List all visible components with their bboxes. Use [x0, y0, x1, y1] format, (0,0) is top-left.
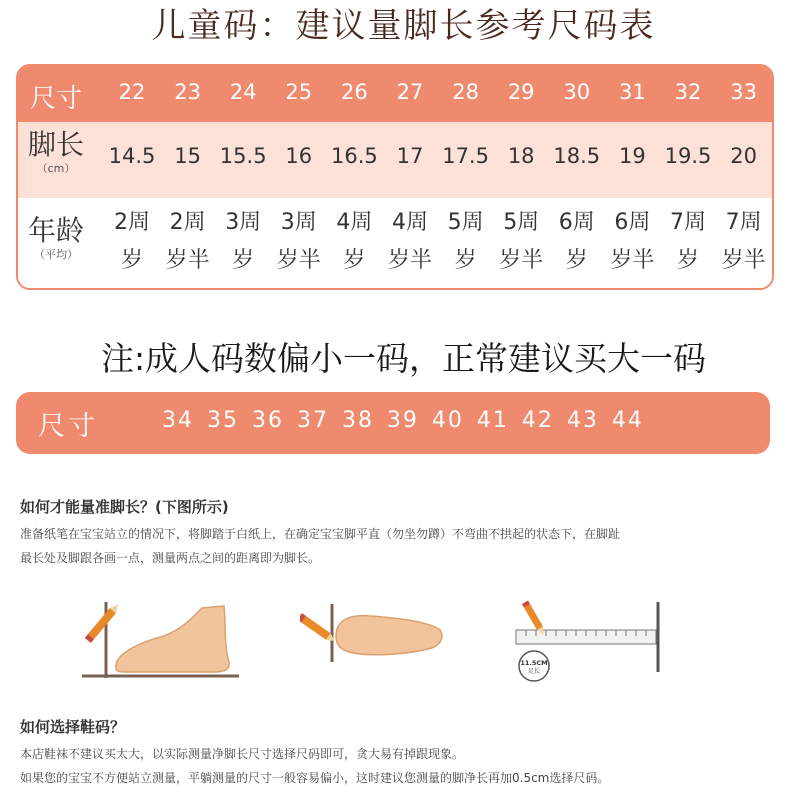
size-cell: 30	[563, 80, 591, 104]
foot-length-label: 脚长	[27, 128, 84, 161]
age-cell-weeks: 4周	[392, 210, 428, 235]
ruler-illustration	[508, 596, 668, 686]
age-cell	[660, 204, 716, 280]
age-cell-years: 岁	[120, 248, 143, 273]
size-cell: 22	[118, 80, 146, 104]
age-cell-years: 岁	[232, 248, 255, 273]
foot-length-cell: 18.5	[553, 144, 601, 168]
foot-length-row	[18, 122, 772, 198]
age-cell-weeks: 7周	[725, 210, 762, 235]
adult-size-label: 尺寸	[38, 411, 98, 442]
measure-text-line2: 最长处及脚跟各画一点，测量两点之间的距离即为脚长。	[20, 551, 321, 565]
age-cell	[549, 204, 605, 280]
age-cell-weeks: 2周	[169, 210, 206, 235]
age-cell-weeks: 4周	[336, 210, 373, 235]
age-cell-years: 岁半	[276, 248, 321, 273]
foot-length-cell: 14.5	[108, 144, 156, 168]
size-cell: 24	[229, 80, 257, 104]
age-cell-years: 岁半	[165, 248, 210, 273]
size-cell: 25	[285, 80, 313, 104]
ruler-callout-value: 11.5CM	[520, 659, 548, 667]
age-cell-years: 岁半	[387, 248, 432, 273]
foot-length-cell: 20	[730, 144, 757, 168]
adult-size-list: 34 35 36 37 38 39 40 41 42 43 44	[162, 408, 644, 433]
foot-length-row-label	[18, 122, 94, 176]
size-row	[18, 66, 772, 122]
age-cell	[493, 204, 549, 280]
foot-top-shape	[336, 616, 442, 655]
foot-length-cell: 15	[174, 144, 201, 168]
measure-heading: 如何才能量准脚长？(下图所示)	[20, 498, 229, 516]
size-row-label: 尺寸	[29, 84, 82, 114]
size-cell: 32	[674, 80, 702, 104]
size-cell: 29	[507, 80, 535, 104]
age-cell-weeks: 3周	[280, 210, 317, 235]
foot-length-cell: 17	[396, 144, 424, 168]
age-cells	[104, 198, 772, 288]
measure-text-line1: 准备纸笔在宝宝站立的情况下，将脚踏于白纸上，在确定宝宝脚平直（勿坐勿蹲）不弯曲不拱起的状态下，在脚趾	[20, 527, 621, 541]
foot-length-cell: 19.5	[664, 144, 712, 168]
age-cell-years: 岁	[343, 248, 366, 273]
foot-top-illustration	[300, 596, 450, 686]
size-cells	[104, 66, 772, 122]
age-cell-weeks: 5周	[503, 210, 540, 235]
age-cell-years: 岁半	[499, 248, 544, 273]
age-cell	[438, 204, 494, 280]
age-cell	[716, 204, 772, 280]
size-cell: 26	[341, 80, 368, 104]
choose-text-line1: 本店鞋袜不建议买太大，以实际测量净脚长尺寸选择尺码即可，贪大易有掉跟现象。	[20, 747, 465, 761]
foot-length-cells	[104, 122, 772, 198]
size-cell: 27	[396, 80, 424, 104]
age-cell-weeks: 6周	[614, 210, 651, 235]
foot-length-cell: 19	[619, 144, 646, 168]
choose-text-line2: 如果您的宝宝不方便站立测量，平躺测量的尺寸一般容易偏小，这时建议您测量的脚净长再加0.5cm选择尺码。	[20, 771, 610, 785]
age-cell-years: 岁半	[721, 248, 766, 273]
age-cell	[326, 204, 382, 280]
ruler-callout-label: 足长	[527, 668, 541, 675]
age-sub-label: （平均）	[34, 248, 78, 261]
age-cell	[104, 204, 160, 280]
foot-length-cell: 18	[507, 144, 535, 168]
age-cell	[382, 204, 438, 280]
age-cell-weeks: 7周	[670, 210, 706, 235]
age-cell	[215, 204, 271, 280]
age-cell-years: 岁	[565, 248, 588, 273]
age-cell-weeks: 6周	[558, 210, 595, 235]
size-cell: 31	[619, 80, 646, 104]
age-cell-weeks: 3周	[225, 210, 262, 235]
kids-size-chart	[16, 64, 774, 290]
size-cell: 28	[452, 80, 479, 104]
kids-size-title: 儿童码：建议量脚长参考尺码表	[151, 6, 656, 46]
age-row	[18, 198, 772, 288]
age-cell-years: 岁	[676, 248, 699, 273]
foot-length-cell: 16	[285, 144, 313, 168]
foot-length-cell: 17.5	[442, 144, 489, 168]
foot-side-shape	[116, 606, 229, 672]
age-cell-weeks: 2周	[114, 210, 150, 235]
adult-size-note: 注:成人码数偏小一码，正常建议买大一码	[100, 339, 707, 378]
foot-length-unit: （cm）	[36, 162, 76, 175]
age-cell-weeks: 5周	[447, 210, 484, 235]
age-label: 年龄	[27, 214, 84, 247]
age-row-label	[18, 198, 94, 262]
age-cell	[160, 204, 216, 280]
size-cell: 23	[174, 80, 201, 104]
age-cell-years: 岁半	[610, 248, 655, 273]
adult-size-bar	[16, 392, 770, 454]
foot-length-cell: 15.5	[219, 144, 267, 168]
foot-side-illustration	[74, 596, 244, 686]
age-cell	[271, 204, 327, 280]
foot-length-cell: 16.5	[331, 144, 378, 168]
choose-heading: 如何选择鞋码？	[20, 718, 126, 736]
size-cell: 33	[730, 80, 757, 104]
age-cell	[604, 204, 660, 280]
age-cell-years: 岁	[454, 248, 477, 273]
pencil-icon	[85, 602, 121, 643]
